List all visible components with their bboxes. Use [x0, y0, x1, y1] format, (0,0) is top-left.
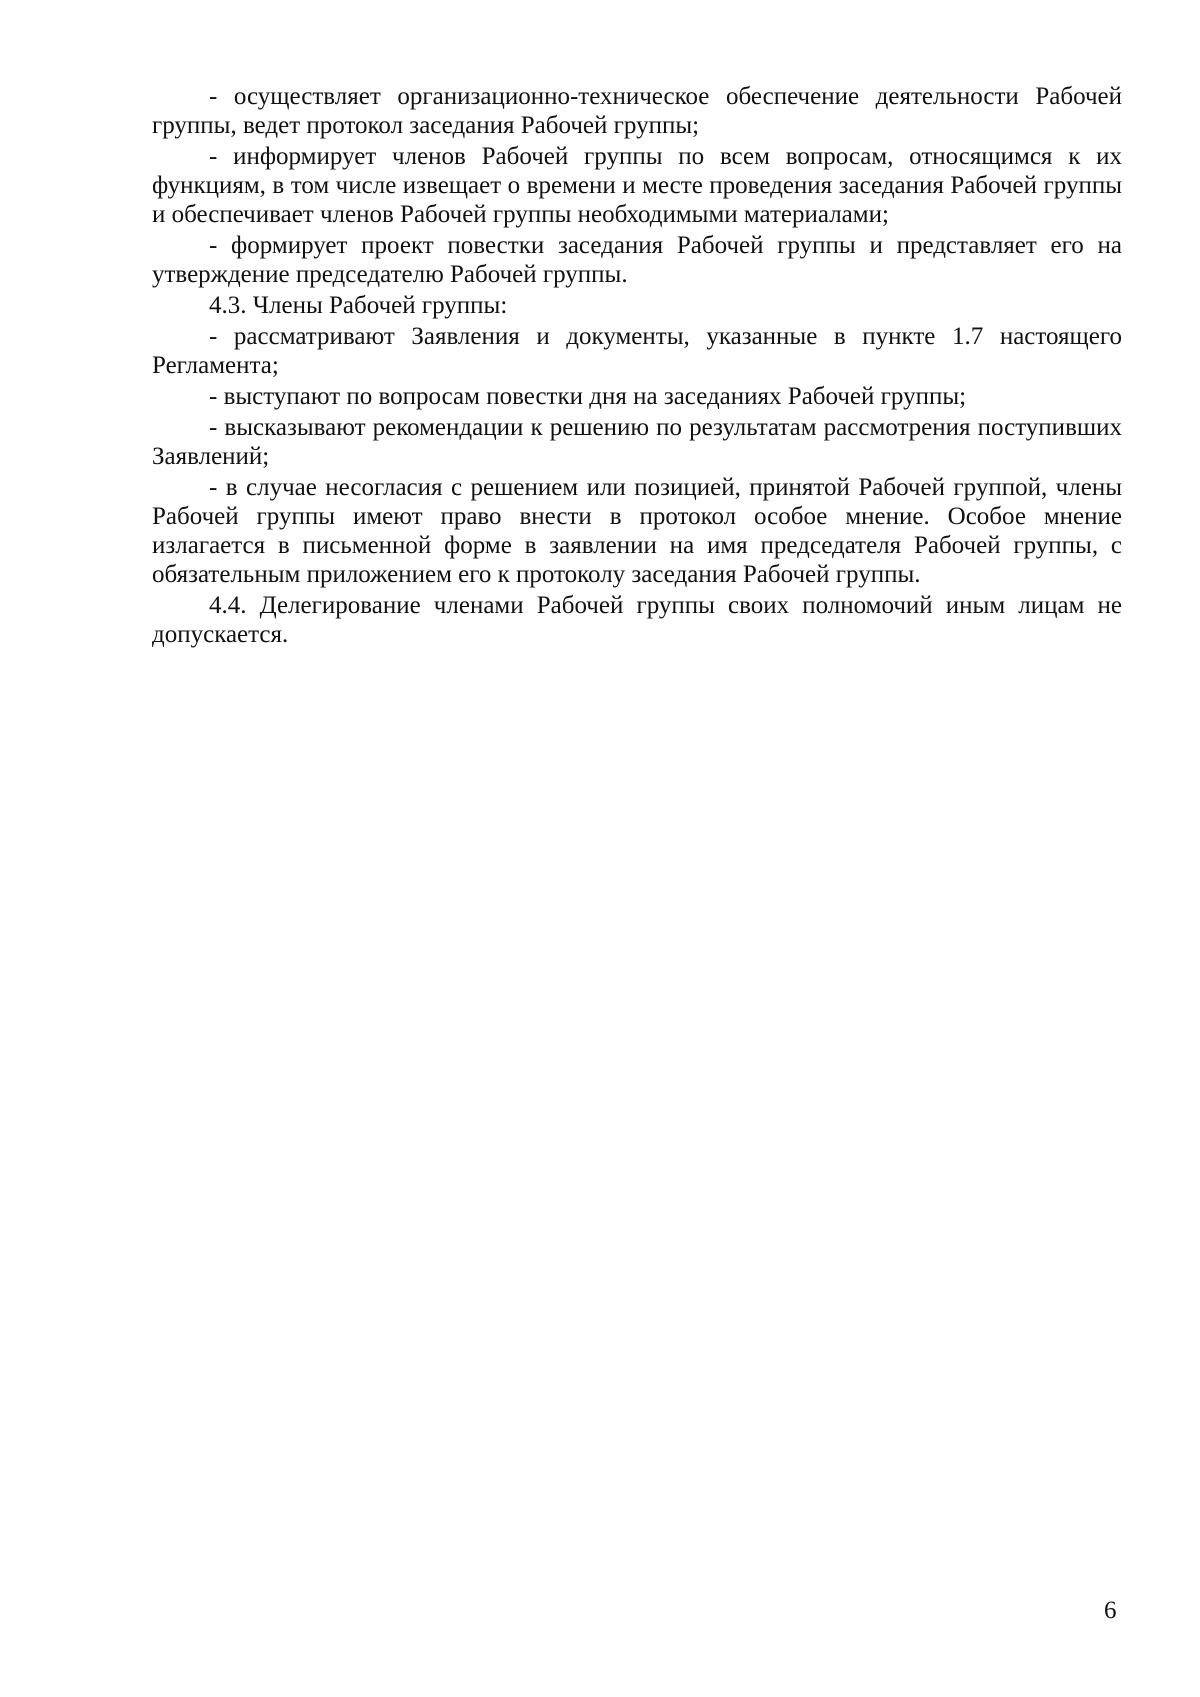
- paragraph-secretary-forms-agenda: - формирует проект повестки заседания Рабочей группы и представляет его на утверждение председателю Рабочей группы.: [152, 232, 1122, 288]
- paragraph-members-recommendations: - высказывают рекомендации к решению по результатам рассмотрения поступивших Заявлений;: [152, 414, 1122, 470]
- paragraph-members-dissenting-opinion: - в случае несогласия с решением или позицией, принятой Рабочей группой, члены Рабочей группы имеют право внести в протокол особое мнение. Особое мнение излагается в письменной форме в заявлении на имя председателя Рабочей группы, с обязательным приложением его к протоколу заседания Рабочей группы.: [152, 474, 1122, 588]
- paragraph-members-speak-agenda: - выступают по вопросам повестки дня на заседаниях Рабочей группы;: [209, 383, 967, 410]
- page-number: 6: [1104, 1597, 1117, 1624]
- document-body: [152, 82, 1122, 651]
- paragraph-section-4-4-delegation: 4.4. Делегирование членами Рабочей группы своих полномочий иным лицам не допускается.: [152, 592, 1122, 648]
- paragraph-secretary-informs-members: - информирует членов Рабочей группы по всем вопросам, относящимся к их функциям, в том числе извещает о времени и месте проведения заседания Рабочей группы и обеспечивает членов Рабочей группы необходимыми материалами;: [152, 143, 1122, 228]
- paragraph-secretary-organizational-support: - осуществляет организационно-техническое обеспечение деятельности Рабочей группы, ведет протокол заседания Рабочей группы;: [152, 83, 1122, 139]
- paragraph-members-review-applications: - рассматривают Заявления и документы, указанные в пункте 1.7 настоящего Регламента;: [152, 323, 1122, 379]
- paragraph-section-4-3-heading: 4.3. Члены Рабочей группы:: [209, 292, 508, 319]
